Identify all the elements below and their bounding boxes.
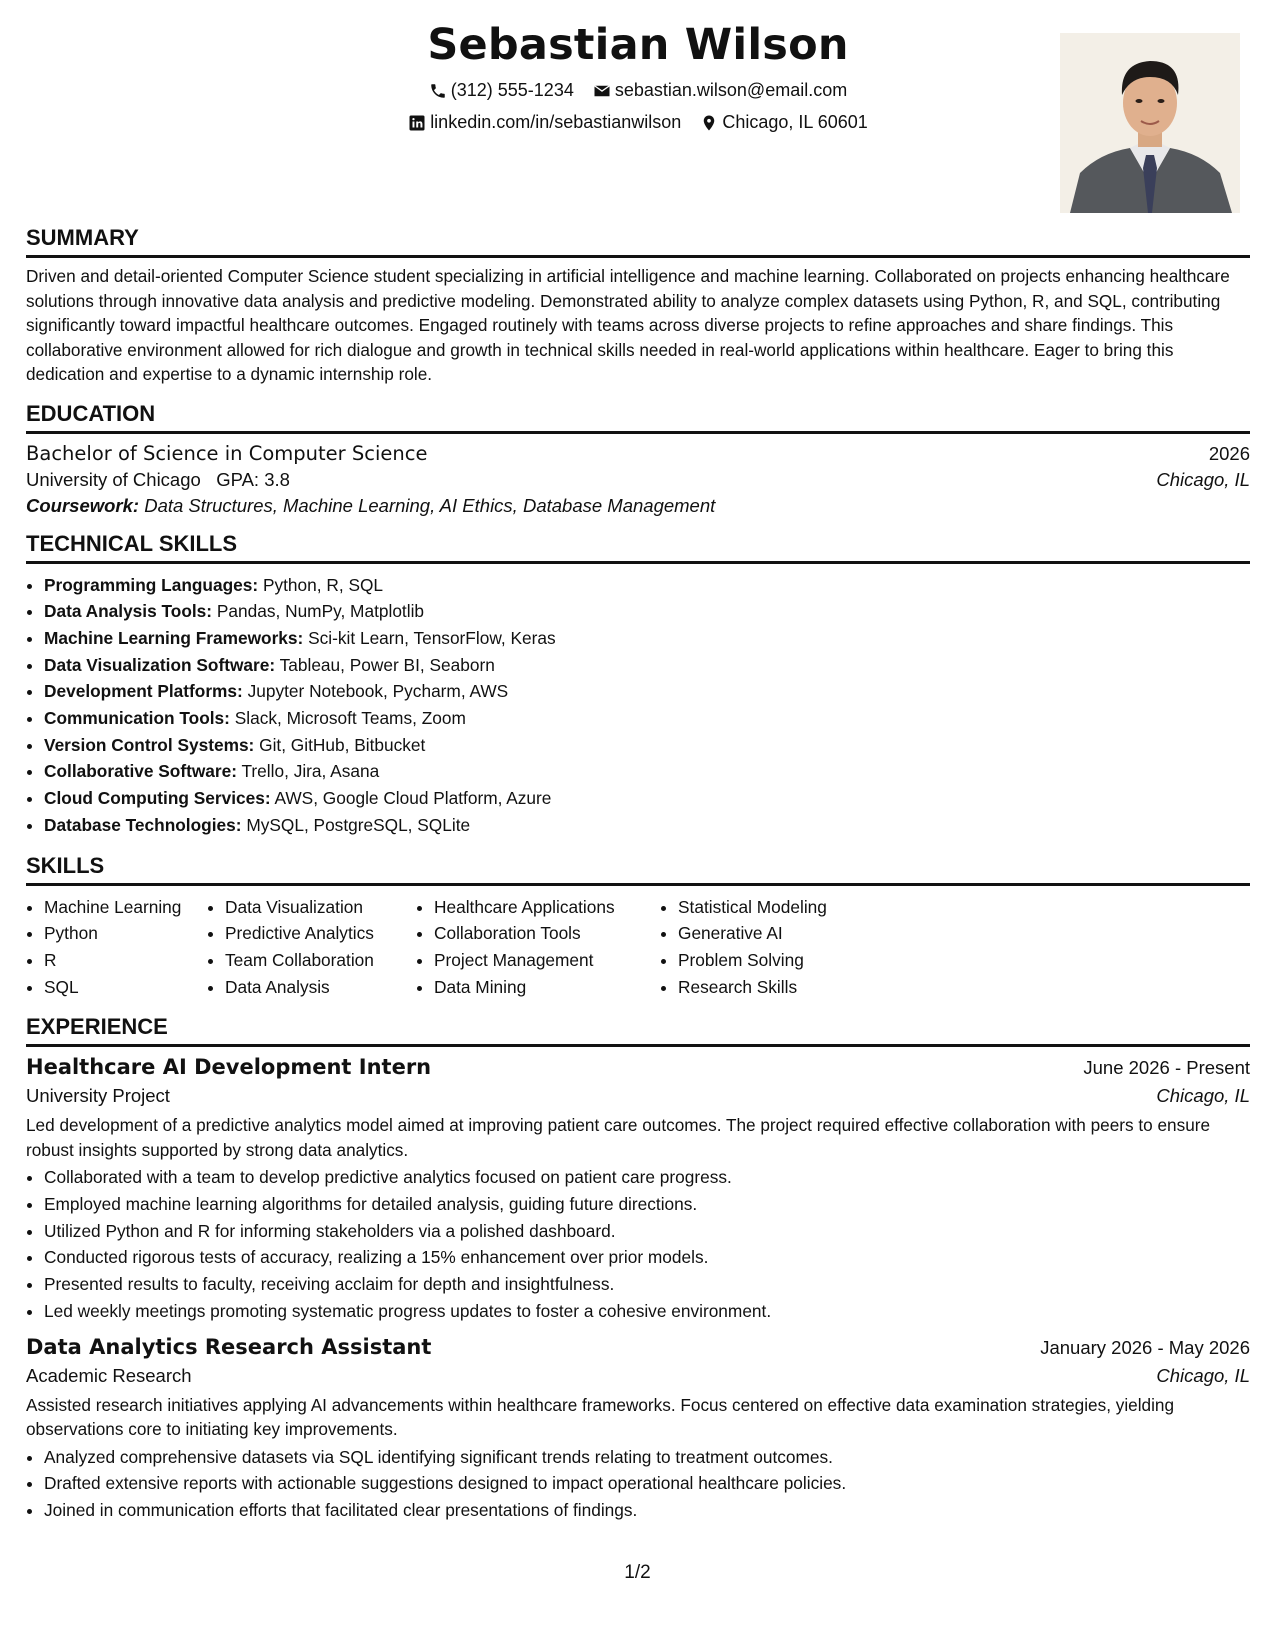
list-item: • Generative AI: [678, 920, 898, 947]
skill-values: AWS, Google Cloud Platform, Azure: [274, 788, 552, 809]
list-item: • Python: [44, 920, 207, 947]
list-item: • Led weekly meetings promoting systematic progress updates to foster a cohesive environment.: [44, 1298, 1250, 1325]
job-organization: Academic Research: [26, 1364, 192, 1386]
list-item: • Team Collaboration: [225, 947, 416, 974]
list-item: • Research Skills: [678, 974, 898, 1001]
skills-column-2: [207, 894, 416, 1001]
list-item: • R: [44, 947, 207, 974]
list-item: • Data Analysis: [225, 974, 416, 1001]
email-icon: [593, 82, 611, 100]
job-title: Healthcare AI Development Intern: [26, 1055, 432, 1080]
portrait-image: [1060, 33, 1240, 213]
summary-section: [26, 225, 1250, 387]
list-item: • Data Visualization: [225, 894, 416, 921]
coursework-list: Data Structures, Machine Learning, AI Ethics, Database Management: [144, 494, 716, 516]
list-item: [44, 732, 1250, 759]
candidate-name: Sebastian Wilson: [427, 20, 849, 70]
list-item: [44, 705, 1250, 732]
list-item: • Drafted extensive reports with actionable suggestions designed to impact operational healthcare policies.: [44, 1470, 1250, 1497]
page-number: 1/2: [624, 1562, 651, 1583]
contact-phone: [429, 80, 574, 101]
job-header-row: [26, 1055, 1250, 1079]
skills-column-1: [26, 894, 207, 1001]
skill-values: Jupyter Notebook, Pycharm, AWS: [247, 681, 509, 702]
linkedin-icon: [408, 114, 426, 132]
job-org-row: [26, 1085, 1250, 1107]
skill-values: Python, R, SQL: [262, 574, 384, 595]
profile-photo: [1060, 33, 1240, 213]
list-item: [44, 572, 1250, 599]
skill-category: Programming Languages:: [44, 574, 259, 595]
technical-skills-section: [26, 531, 1250, 839]
list-item: [44, 625, 1250, 652]
job-dates: January 2026 - May 2026: [1040, 1336, 1250, 1358]
gpa: GPA: 3.8: [216, 468, 290, 490]
skills-section: [26, 853, 1250, 1001]
skill-values: Pandas, NumPy, Matplotlib: [216, 601, 425, 622]
location-text: Chicago, IL 60601: [722, 112, 868, 132]
list-item: • SQL: [44, 974, 207, 1001]
skill-category: Database Technologies:: [44, 814, 242, 835]
education-section: [26, 401, 1250, 517]
job-dates: June 2026 - Present: [1083, 1057, 1250, 1079]
list-item: • Problem Solving: [678, 947, 898, 974]
technical-skills-heading: TECHNICAL SKILLS: [26, 531, 1250, 564]
job-entry: [26, 1055, 1250, 1324]
list-item: • Analyzed comprehensive datasets via SQL identifying significant trends relating to treatment outcomes.: [44, 1444, 1250, 1471]
resume-page: [26, 0, 1250, 1650]
list-item: • Data Mining: [434, 974, 660, 1001]
experience-section: [26, 1014, 1250, 1523]
job-header-row: [26, 1335, 1250, 1359]
degree-row: [26, 442, 1250, 465]
list-item: • Conducted rigorous tests of accuracy, realizing a 15% enhancement over prior models.: [44, 1244, 1250, 1271]
list-item: [44, 812, 1250, 839]
job-location: Chicago, IL: [1156, 1085, 1250, 1107]
list-item: • Presented results to faculty, receiving acclaim for depth and insightfulness.: [44, 1271, 1250, 1298]
skill-category: Data Analysis Tools:: [44, 601, 213, 622]
list-item: • Machine Learning: [44, 894, 207, 921]
phone-text: (312) 555-1234: [450, 80, 574, 100]
coursework-label: Coursework:: [26, 494, 140, 516]
degree-title: Bachelor of Science in Computer Science: [26, 441, 428, 465]
skill-category: Communication Tools:: [44, 708, 230, 729]
list-item: • Collaborated with a team to develop predictive analytics focused on patient care progress.: [44, 1164, 1250, 1191]
skill-values: Sci-kit Learn, TensorFlow, Keras: [308, 627, 556, 648]
resume-header: [26, 0, 1250, 215]
list-item: • Predictive Analytics: [225, 920, 416, 947]
list-item: • Joined in communication efforts that facilitated clear presentations of findings.: [44, 1497, 1250, 1524]
school-info: [26, 469, 290, 491]
job-location: Chicago, IL: [1156, 1364, 1250, 1386]
job-organization: University Project: [26, 1085, 170, 1107]
skill-values: Slack, Microsoft Teams, Zoom: [234, 708, 466, 729]
skills-column-3: [416, 894, 660, 1001]
list-item: [44, 652, 1250, 679]
school-location: Chicago, IL: [1156, 468, 1250, 490]
skills-heading: SKILLS: [26, 853, 1250, 886]
list-item: • Healthcare Applications: [434, 894, 660, 921]
email-text[interactable]: sebastian.wilson@email.com: [614, 80, 848, 100]
location-icon: [700, 114, 718, 132]
list-item: • Collaboration Tools: [434, 920, 660, 947]
list-item: • Statistical Modeling: [678, 894, 898, 921]
coursework: [26, 495, 1250, 517]
list-item: [44, 598, 1250, 625]
technical-skills-list: [26, 572, 1250, 839]
contact-email[interactable]: [593, 80, 847, 101]
skills-column-4: [660, 894, 898, 1001]
summary-heading: SUMMARY: [26, 225, 1250, 258]
skill-category: Cloud Computing Services:: [44, 788, 271, 809]
skill-category: Version Control Systems:: [44, 734, 255, 755]
job-title: Data Analytics Research Assistant: [26, 1334, 432, 1359]
skill-category: Machine Learning Frameworks:: [44, 627, 304, 648]
skill-category: Collaborative Software:: [44, 761, 238, 782]
list-item: • Project Management: [434, 947, 660, 974]
skill-category: Development Platforms:: [44, 681, 243, 702]
job-bullets: [26, 1444, 1250, 1524]
summary-text: Driven and detail-oriented Computer Science student specializing in artificial intelligence and machine learning. Collaborated on projects enhancing healthcare solutions through innovative data analysis and predictive modeling. Demonstrated ability to analyze complex datasets using Python, R, and SQL, contributing significantly toward impactful healthcare outcomes. Engaged routinely with teams across diverse projects to refine approaches and share findings. This collaborative environment allowed for rich dialogue and growth in technical skills needed in real-world applications within healthcare. Eager to bring this dedication and expertise to a dynamic internship role.: [26, 266, 1230, 384]
list-item: [44, 785, 1250, 812]
contact-location: [700, 112, 867, 133]
job-description: Assisted research initiatives applying AI advancements within healthcare frameworks. Focus centered on effective data examination strategies, yielding observations core to initiating key improvements.: [26, 1394, 1175, 1440]
contact-linkedin[interactable]: [408, 112, 681, 133]
list-item: [44, 758, 1250, 785]
linkedin-text[interactable]: linkedin.com/in/sebastianwilson: [430, 112, 682, 132]
school-name: University of Chicago: [26, 468, 201, 490]
graduation-year: 2026: [1208, 442, 1250, 464]
skills-grid: [26, 894, 1250, 1001]
job-org-row: [26, 1365, 1250, 1387]
skill-category: Data Visualization Software:: [44, 654, 276, 675]
skill-values: Tableau, Power BI, Seaborn: [279, 654, 495, 675]
skill-values: MySQL, PostgreSQL, SQLite: [246, 814, 471, 835]
list-item: • Utilized Python and R for informing stakeholders via a polished dashboard.: [44, 1218, 1250, 1245]
list-item: • Employed machine learning algorithms for detailed analysis, guiding future directions.: [44, 1191, 1250, 1218]
education-heading: EDUCATION: [26, 401, 1250, 434]
phone-icon: [429, 82, 447, 100]
job-description: Led development of a predictive analytics model aimed at improving patient care outcomes. The project required effective collaboration with peers to ensure robust insights supported by strong data analytics.: [26, 1115, 1211, 1160]
experience-heading: EXPERIENCE: [26, 1014, 1250, 1047]
job-entry: [26, 1335, 1250, 1524]
list-item: [44, 678, 1250, 705]
school-row: [26, 469, 1250, 491]
skill-values: Git, GitHub, Bitbucket: [259, 734, 426, 755]
job-bullets: [26, 1164, 1250, 1324]
skill-values: Trello, Jira, Asana: [241, 761, 380, 782]
